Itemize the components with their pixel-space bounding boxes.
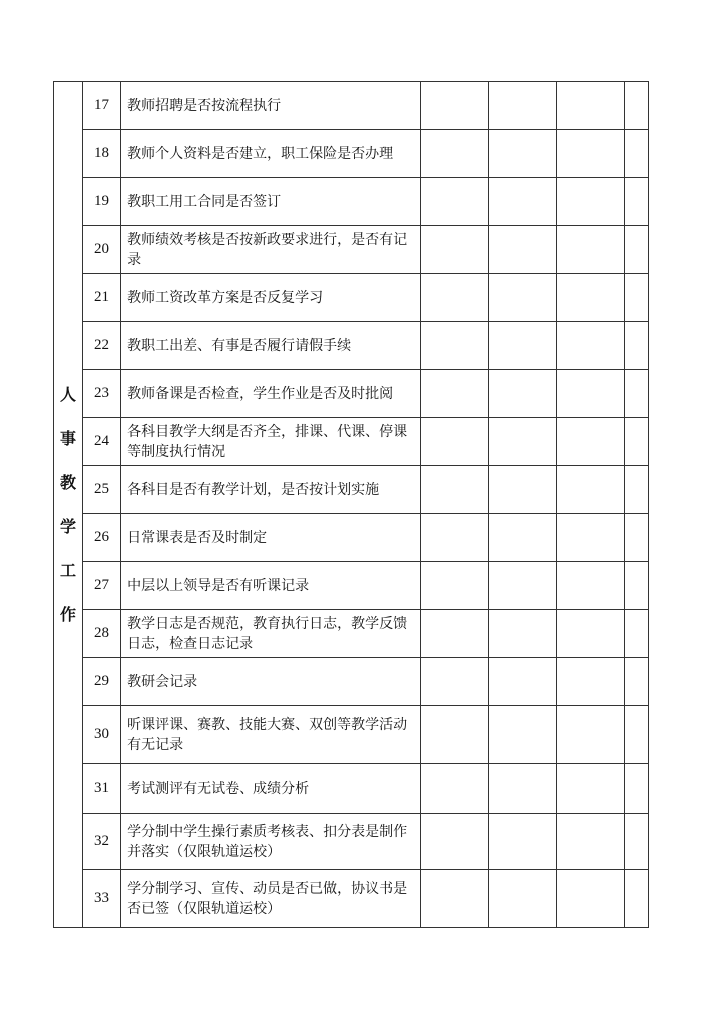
- remark-cell[interactable]: [625, 814, 649, 870]
- row-item-text: 听课评课、赛教、技能大赛、双创等教学活动有无记录: [121, 706, 421, 764]
- remark-cell[interactable]: [625, 226, 649, 274]
- score-cell[interactable]: [420, 870, 488, 928]
- row-number: 19: [82, 178, 120, 226]
- row-number: 33: [82, 870, 120, 928]
- score-cell[interactable]: [420, 130, 488, 178]
- score-cell[interactable]: [557, 82, 625, 130]
- score-cell[interactable]: [488, 274, 556, 322]
- remark-cell[interactable]: [625, 764, 649, 814]
- score-cell[interactable]: [557, 514, 625, 562]
- row-item-text: 学分制学习、宣传、动员是否已做，协议书是否已签（仅限轨道运校）: [121, 870, 421, 928]
- section-char: 工: [59, 560, 76, 580]
- score-cell[interactable]: [488, 370, 556, 418]
- score-cell[interactable]: [488, 610, 556, 658]
- row-item-text: 教师备课是否检查，学生作业是否及时批阅: [121, 370, 421, 418]
- score-cell[interactable]: [420, 466, 488, 514]
- score-cell[interactable]: [488, 82, 556, 130]
- remark-cell[interactable]: [625, 130, 649, 178]
- section-char: 学: [59, 516, 76, 536]
- score-cell[interactable]: [420, 418, 488, 466]
- row-number: 27: [82, 562, 120, 610]
- score-cell[interactable]: [420, 706, 488, 764]
- score-cell[interactable]: [557, 466, 625, 514]
- score-cell[interactable]: [488, 562, 556, 610]
- remark-cell[interactable]: [625, 658, 649, 706]
- row-item-text: 教师个人资料是否建立，职工保险是否办理: [121, 130, 421, 178]
- score-cell[interactable]: [420, 814, 488, 870]
- score-cell[interactable]: [557, 706, 625, 764]
- row-number: 24: [82, 418, 120, 466]
- row-item-text: 教研会记录: [121, 658, 421, 706]
- score-cell[interactable]: [488, 322, 556, 370]
- score-cell[interactable]: [557, 658, 625, 706]
- remark-cell[interactable]: [625, 82, 649, 130]
- section-char: 事: [59, 428, 76, 448]
- score-cell[interactable]: [488, 814, 556, 870]
- row-number: 31: [82, 764, 120, 814]
- remark-cell[interactable]: [625, 322, 649, 370]
- score-cell[interactable]: [557, 370, 625, 418]
- score-cell[interactable]: [557, 870, 625, 928]
- score-cell[interactable]: [557, 226, 625, 274]
- remark-cell[interactable]: [625, 514, 649, 562]
- score-cell[interactable]: [557, 130, 625, 178]
- section-label-cell: [54, 82, 83, 928]
- score-cell[interactable]: [488, 658, 556, 706]
- remark-cell[interactable]: [625, 418, 649, 466]
- section-char: 教: [59, 472, 76, 492]
- score-cell[interactable]: [488, 764, 556, 814]
- score-cell[interactable]: [488, 466, 556, 514]
- score-cell[interactable]: [488, 870, 556, 928]
- row-number: 32: [82, 814, 120, 870]
- row-number: 28: [82, 610, 120, 658]
- score-cell[interactable]: [420, 610, 488, 658]
- row-item-text: 教学日志是否规范，教育执行日志，教学反馈日志，检查日志记录: [121, 610, 421, 658]
- section-char: 作: [59, 604, 76, 624]
- score-cell[interactable]: [557, 562, 625, 610]
- row-item-text: 教师工资改革方案是否反复学习: [121, 274, 421, 322]
- score-cell[interactable]: [488, 418, 556, 466]
- row-number: 23: [82, 370, 120, 418]
- score-cell[interactable]: [557, 322, 625, 370]
- row-item-text: 日常课表是否及时制定: [121, 514, 421, 562]
- row-number: 17: [82, 82, 120, 130]
- remark-cell[interactable]: [625, 706, 649, 764]
- remark-cell[interactable]: [625, 370, 649, 418]
- score-cell[interactable]: [488, 130, 556, 178]
- score-cell[interactable]: [557, 178, 625, 226]
- score-cell[interactable]: [420, 562, 488, 610]
- row-number: 26: [82, 514, 120, 562]
- section-char: 人: [59, 384, 76, 404]
- row-item-text: 中层以上领导是否有听课记录: [121, 562, 421, 610]
- remark-cell[interactable]: [625, 178, 649, 226]
- row-item-text: 教师绩效考核是否按新政要求进行，是否有记录: [121, 226, 421, 274]
- row-item-text: 学分制中学生操行素质考核表、扣分表是制作并落实（仅限轨道运校）: [121, 814, 421, 870]
- score-cell[interactable]: [557, 814, 625, 870]
- row-item-text: 各科目是否有教学计划，是否按计划实施: [121, 466, 421, 514]
- remark-cell[interactable]: [625, 274, 649, 322]
- row-number: 20: [82, 226, 120, 274]
- inspection-table: [53, 81, 649, 928]
- score-cell[interactable]: [420, 82, 488, 130]
- score-cell[interactable]: [557, 610, 625, 658]
- score-cell[interactable]: [420, 370, 488, 418]
- row-number: 21: [82, 274, 120, 322]
- score-cell[interactable]: [488, 178, 556, 226]
- score-cell[interactable]: [420, 514, 488, 562]
- row-item-text: 各科目教学大纲是否齐全，排课、代课、停课等制度执行情况: [121, 418, 421, 466]
- row-item-text: 考试测评有无试卷、成绩分析: [121, 764, 421, 814]
- score-cell[interactable]: [420, 226, 488, 274]
- row-item-text: 教职工出差、有事是否履行请假手续: [121, 322, 421, 370]
- score-cell[interactable]: [420, 658, 488, 706]
- score-cell[interactable]: [488, 514, 556, 562]
- row-number: 29: [82, 658, 120, 706]
- score-cell[interactable]: [557, 274, 625, 322]
- score-cell[interactable]: [557, 418, 625, 466]
- row-number: 25: [82, 466, 120, 514]
- remark-cell[interactable]: [625, 562, 649, 610]
- score-cell[interactable]: [488, 706, 556, 764]
- row-number: 18: [82, 130, 120, 178]
- remark-cell[interactable]: [625, 610, 649, 658]
- score-cell[interactable]: [420, 178, 488, 226]
- row-number: 22: [82, 322, 120, 370]
- row-item-text: 教师招聘是否按流程执行: [121, 82, 421, 130]
- score-cell[interactable]: [420, 322, 488, 370]
- remark-cell[interactable]: [625, 466, 649, 514]
- score-cell[interactable]: [420, 274, 488, 322]
- row-item-text: 教职工用工合同是否签订: [121, 178, 421, 226]
- row-number: 30: [82, 706, 120, 764]
- remark-cell[interactable]: [625, 870, 649, 928]
- score-cell[interactable]: [420, 764, 488, 814]
- score-cell[interactable]: [488, 226, 556, 274]
- score-cell[interactable]: [557, 764, 625, 814]
